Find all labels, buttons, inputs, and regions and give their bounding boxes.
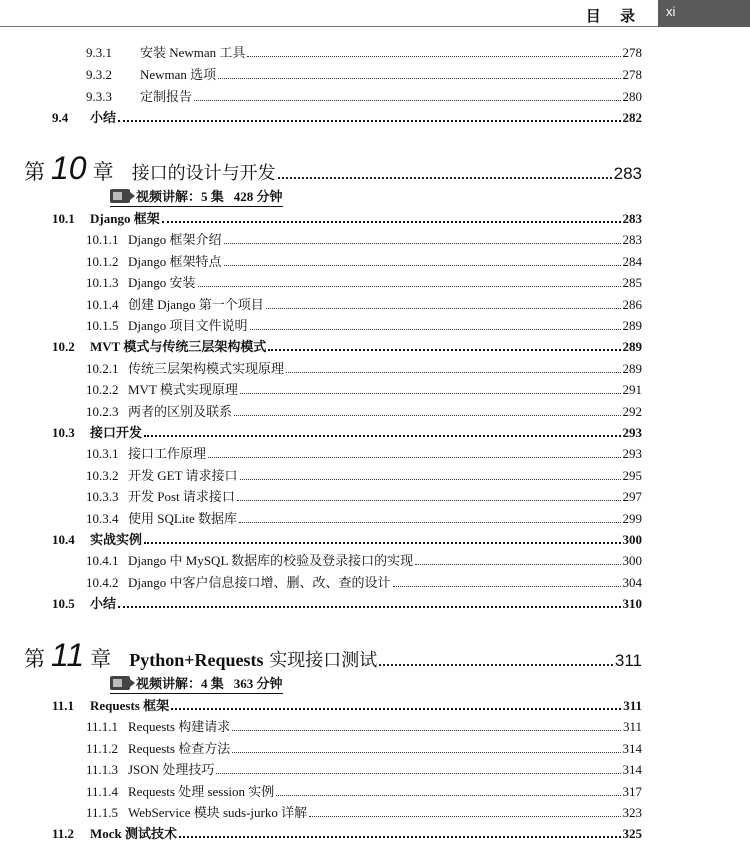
entry-title: Newman 选项 <box>140 67 217 82</box>
leader-dots <box>309 815 620 817</box>
chapter-number: 11 <box>51 637 85 673</box>
section-title: 小结 <box>90 596 117 612</box>
video-info <box>110 186 283 207</box>
toc-entry[interactable] <box>86 759 642 778</box>
toc-section[interactable] <box>52 107 642 126</box>
chapter-page: 283 <box>613 164 642 183</box>
section-page: 282 <box>622 110 642 125</box>
section-number: 10.5 <box>52 596 75 612</box>
section-title: 接口开发 <box>90 425 143 440</box>
entry-number: 10.1.2 <box>86 253 119 269</box>
entry-page: 300 <box>622 553 642 569</box>
video-count: 视频讲解：5 集 <box>136 189 224 204</box>
entry-title: WebService 模块 suds-jurko 详解 <box>128 805 308 820</box>
section-number: 9.4 <box>52 110 69 125</box>
chapter-suffix: 章 <box>90 647 112 671</box>
leader-dots <box>179 835 620 838</box>
entry-number: 10.1.1 <box>86 232 119 248</box>
leader-dots <box>224 242 621 244</box>
entry-page: 317 <box>622 783 642 799</box>
section-number: 10.1 <box>52 211 75 226</box>
toc-entry[interactable] <box>86 86 642 105</box>
entry-title: Requests 检查方法 <box>128 740 231 756</box>
chapter-number: 10 <box>51 150 87 186</box>
entry-title: 安装 Newman 工具 <box>140 45 246 60</box>
entry-page: 297 <box>622 489 642 505</box>
entry-number: 11.1.1 <box>86 719 119 735</box>
entry-page: 286 <box>622 296 642 312</box>
leader-dots <box>266 307 621 309</box>
entry-page: 285 <box>622 275 642 291</box>
entry-page: 289 <box>622 318 642 333</box>
leader-dots <box>234 414 620 416</box>
page-number-tab: xi <box>658 0 750 27</box>
section-number: 10.3 <box>52 425 75 440</box>
toc-entry[interactable] <box>86 508 642 527</box>
toc-section[interactable] <box>52 336 642 355</box>
entry-page: 323 <box>622 805 642 820</box>
entry-title: 创建 Django 第一个项目 <box>128 296 264 312</box>
chapter-title: 接口的设计与开发 <box>131 163 276 184</box>
chapter-11-heading[interactable] <box>24 637 642 674</box>
toc-entry[interactable] <box>86 802 642 821</box>
leader-dots <box>224 264 621 266</box>
entry-title: 使用 SQLite 数据库 <box>128 510 238 526</box>
leader-dots <box>232 729 621 731</box>
toc-entry[interactable] <box>86 738 642 757</box>
entry-number: 10.3.3 <box>86 489 119 505</box>
toc-entry[interactable] <box>86 358 642 377</box>
leader-dots <box>232 751 620 753</box>
toc-entry[interactable] <box>86 572 642 591</box>
entry-number: 11.1.2 <box>86 740 119 756</box>
video-count: 视频讲解：4 集 <box>136 676 224 691</box>
leader-dots <box>218 77 620 79</box>
section-title: Requests 框架 <box>90 698 170 713</box>
entry-number: 11.1.4 <box>86 783 119 799</box>
toc-entry[interactable] <box>86 401 642 420</box>
leader-dots <box>247 55 620 57</box>
leader-dots <box>237 499 621 501</box>
entry-title: 开发 Post 请求接口 <box>128 489 235 505</box>
chapter-title-latin: Python+Requests <box>129 650 264 670</box>
entry-number: 9.3.3 <box>86 89 112 104</box>
section-page: 293 <box>622 425 642 440</box>
entry-number: 10.3.2 <box>86 467 119 483</box>
section-title: Django 框架 <box>90 211 160 226</box>
entry-page: 278 <box>622 67 642 82</box>
page-header <box>0 0 750 28</box>
section-page: 283 <box>622 211 642 226</box>
entry-page: 314 <box>622 762 642 778</box>
leader-dots <box>118 119 620 122</box>
entry-number: 10.1.4 <box>86 296 119 312</box>
leader-dots <box>144 541 620 544</box>
entry-number: 10.4.2 <box>86 574 119 590</box>
leader-dots <box>208 456 620 458</box>
entry-number: 10.2.1 <box>86 360 119 376</box>
leader-dots <box>250 328 621 330</box>
entry-page: 314 <box>622 740 642 756</box>
entry-page: 292 <box>622 403 642 419</box>
entry-title: Django 框架介绍 <box>128 232 222 248</box>
toc-entry[interactable] <box>86 42 642 61</box>
leader-dots <box>239 521 620 523</box>
toc-entry[interactable] <box>86 781 642 800</box>
leader-dots <box>276 794 620 796</box>
section-page: 325 <box>622 826 642 842</box>
leader-dots <box>162 220 621 223</box>
leader-dots <box>379 663 613 666</box>
entry-page: 291 <box>622 382 642 398</box>
toc-entry[interactable] <box>86 251 642 270</box>
section-number: 11.1 <box>52 698 75 713</box>
leader-dots <box>286 371 620 373</box>
entry-title: Requests 构建请求 <box>128 719 231 735</box>
header-rule <box>0 26 658 27</box>
video-camera-icon <box>110 676 130 690</box>
chapter-title <box>129 646 377 672</box>
entry-page: 295 <box>622 467 642 483</box>
toc-entry[interactable] <box>86 294 642 313</box>
entry-page: 299 <box>622 510 642 526</box>
entry-title: Django 框架特点 <box>128 253 222 269</box>
toc-entry[interactable] <box>86 486 642 505</box>
leader-dots <box>268 348 620 351</box>
entry-title: Django 中客户信息接口增、删、改、查的设计 <box>128 574 391 590</box>
entry-number: 10.3.4 <box>86 510 119 526</box>
toc-section[interactable] <box>52 208 642 227</box>
section-number: 11.2 <box>52 826 75 842</box>
leader-dots <box>198 285 621 287</box>
section-title: 实战实例 <box>90 532 143 547</box>
toc-section[interactable] <box>52 593 642 612</box>
toc-section[interactable] <box>52 823 642 842</box>
leader-dots <box>118 605 620 608</box>
entry-number: 9.3.2 <box>86 67 112 82</box>
section-title: MVT 模式与传统三层架构模式 <box>90 339 267 355</box>
header-title: 目 录 <box>585 7 642 25</box>
entry-page: 311 <box>622 719 642 735</box>
entry-title: Django 中 MySQL 数据库的校验及登录接口的实现 <box>128 553 414 569</box>
entry-title: Django 安装 <box>128 275 196 291</box>
leader-dots <box>240 392 621 394</box>
leader-dots <box>278 176 612 179</box>
entry-page: 293 <box>622 446 642 462</box>
entry-number: 10.2.3 <box>86 403 119 419</box>
chapter-page: 311 <box>614 651 642 670</box>
entry-page: 284 <box>622 253 642 269</box>
toc-entry[interactable] <box>86 379 642 398</box>
chapter-10-heading[interactable] <box>24 150 642 187</box>
video-duration: 363 分钟 <box>233 676 283 691</box>
entry-title: Django 项目文件说明 <box>128 318 248 333</box>
toc-entry[interactable] <box>86 716 642 735</box>
entry-page: 278 <box>622 45 642 60</box>
section-number: 10.4 <box>52 532 75 547</box>
toc-entry[interactable] <box>86 64 642 83</box>
chapter-suffix: 章 <box>92 160 114 184</box>
entry-title: 两者的区别及联系 <box>128 403 233 419</box>
leader-dots <box>240 478 621 480</box>
toc-entry[interactable] <box>86 315 642 334</box>
section-page: 310 <box>622 596 642 612</box>
entry-title: 接口工作原理 <box>128 446 207 462</box>
entry-page: 283 <box>622 232 642 248</box>
toc-entry[interactable] <box>86 465 642 484</box>
leader-dots <box>216 772 620 774</box>
toc-entry[interactable] <box>86 272 642 291</box>
entry-number: 10.2.2 <box>86 382 119 398</box>
entry-number: 10.4.1 <box>86 553 119 569</box>
entry-page: 289 <box>622 360 642 376</box>
toc-section[interactable] <box>52 529 642 548</box>
section-title: 小结 <box>90 110 117 125</box>
chapter-title-cn: 实现接口测试 <box>263 650 378 671</box>
toc-section[interactable] <box>52 422 642 441</box>
section-page: 311 <box>623 698 642 713</box>
toc-entry[interactable] <box>86 443 642 462</box>
entry-number: 10.1.3 <box>86 275 119 291</box>
entry-number: 9.3.1 <box>86 45 112 60</box>
video-duration: 428 分钟 <box>233 189 283 204</box>
entry-page: 280 <box>622 89 642 104</box>
leader-dots <box>194 99 620 101</box>
entry-title: MVT 模式实现原理 <box>128 382 238 398</box>
section-page: 300 <box>622 532 642 547</box>
entry-number: 11.1.5 <box>86 805 119 820</box>
chapter-prefix: 第 <box>24 647 45 671</box>
entry-number: 10.3.1 <box>86 446 119 462</box>
video-camera-icon <box>110 189 130 203</box>
entry-number: 11.1.3 <box>86 762 119 778</box>
leader-dots <box>144 434 620 437</box>
entry-title: JSON 处理技巧 <box>128 762 215 778</box>
entry-title: 开发 GET 请求接口 <box>128 467 238 483</box>
leader-dots <box>171 707 621 710</box>
video-info <box>110 673 283 694</box>
toc-section[interactable] <box>52 695 642 714</box>
section-page: 289 <box>622 339 642 355</box>
entry-page: 304 <box>622 574 642 590</box>
entry-title: Requests 处理 session 实例 <box>128 783 275 799</box>
entry-title: 定制报告 <box>140 89 193 104</box>
section-number: 10.2 <box>52 339 75 355</box>
leader-dots <box>393 585 621 587</box>
chapter-prefix: 第 <box>24 160 45 184</box>
entry-title: 传统三层架构模式实现原理 <box>128 360 285 376</box>
entry-number: 10.1.5 <box>86 318 119 333</box>
toc-entry[interactable] <box>86 550 642 569</box>
section-title: Mock 测试技术 <box>90 826 178 842</box>
toc-entry[interactable] <box>86 229 642 248</box>
leader-dots <box>415 563 620 565</box>
